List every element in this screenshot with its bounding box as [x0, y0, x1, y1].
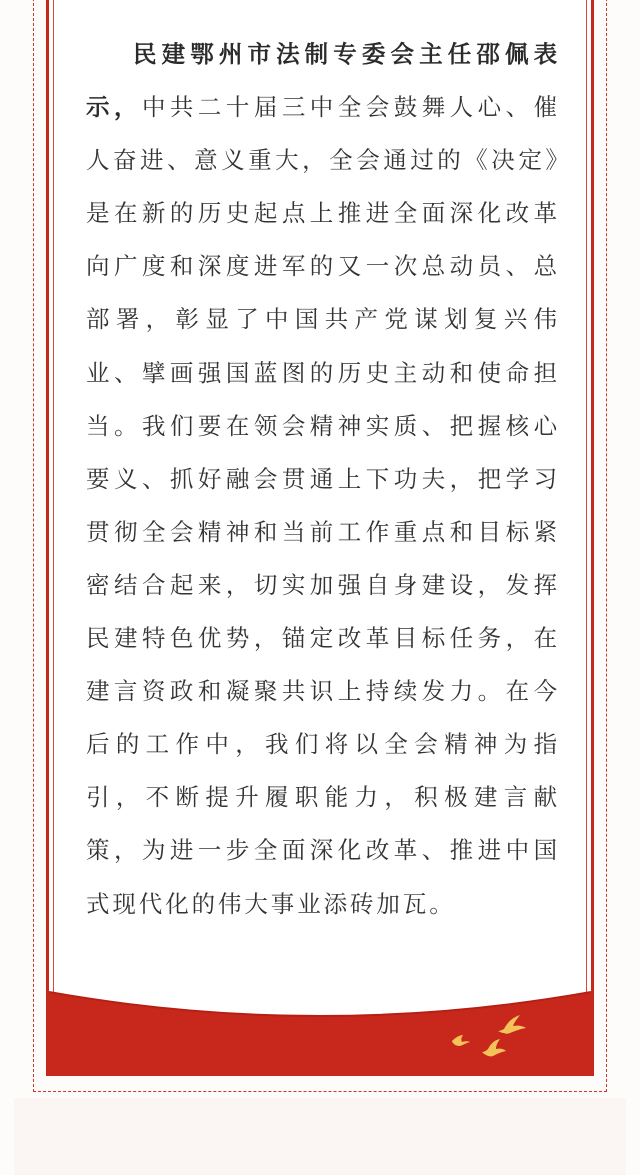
- flying-doves-icon: [448, 1005, 528, 1065]
- page-bottom-strip: [14, 1098, 626, 1175]
- speaker-name: 民建鄂州市法制专委会主任邵佩表示，: [86, 40, 560, 122]
- statement-card: [46, 0, 594, 1076]
- statement-paragraph: [86, 28, 560, 931]
- statement-text: 中共二十届三中全会鼓舞人心、催人奋进、意义重大，全会通过的《决定》是在新的历史起点上推进全面深化改革向广度和深度进军的又一次总动员、总部署，彰显了中国共产党谋划复兴伟业、擘画强国蓝图的历史主动和使命担当。我们要在领会精神实质、把握核心要义、抓好融会贯通上下功夫，把学习贯彻全会精神和当前工作重点和目标紧密结合起来，切实加强自身建设，发挥民建特色优势，锚定改革目标任务，在建言资政和凝聚共识上持续发力。在今后的工作中，我们将以全会精神为指引，不断提升履职能力，积极建言献策，为进一步全面深化改革、推进中国式现代化的伟大事业添砖加瓦。: [86, 93, 560, 918]
